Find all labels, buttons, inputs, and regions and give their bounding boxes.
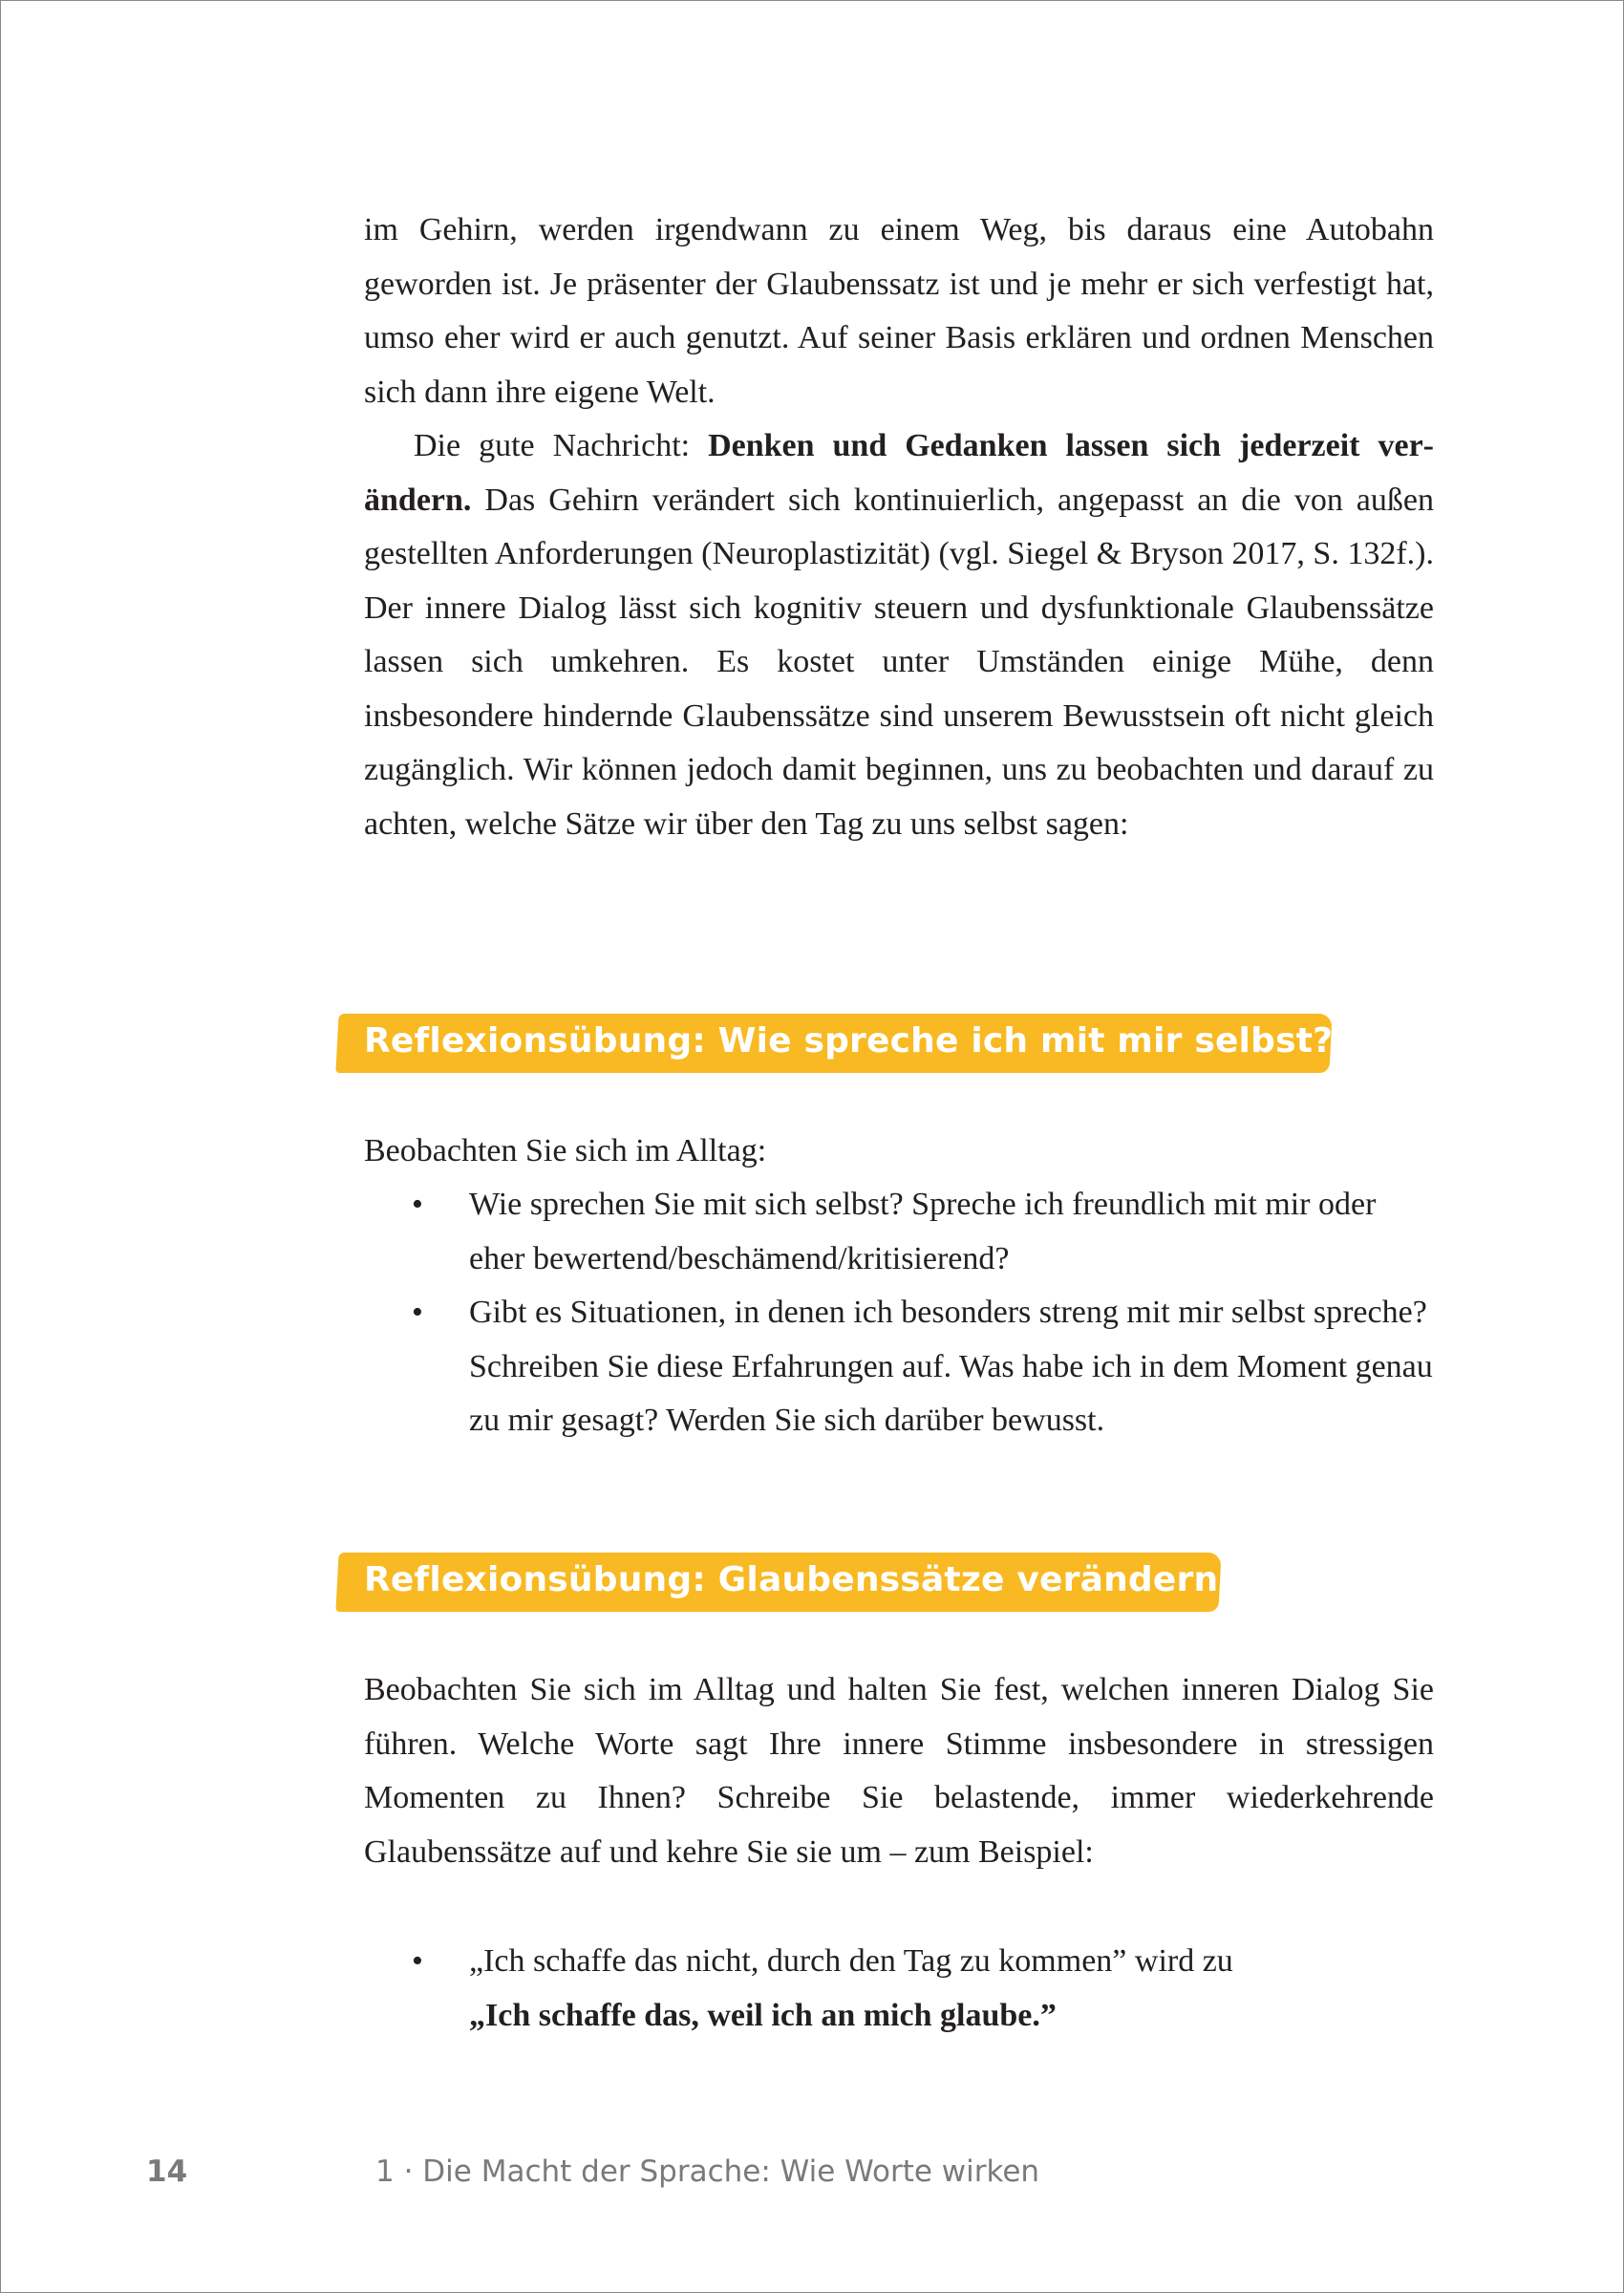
list-item-text: Wie sprechen Sie mit sich selbst? Spreche ich freundlich mit mir oder eher bewertend/beschämend/kritisierend? — [469, 1187, 1377, 1276]
section-2-example-list — [364, 1935, 1434, 2043]
section-1-heading: Reflexionsübung: Wie spreche ich mit mir selbst? — [364, 1021, 1334, 1061]
paragraph-1: im Gehirn, werden irgendwann zu einem Weg, bis daraus eine Autobahn geworden ist. Je präsenter der Glaubenssatz ist und je mehr er sich verfestigt hat, umso eher wird er auch genutzt. Auf seiner Basis erklären und ordnen Menschen sich dann ihre eigene Welt. — [364, 212, 1434, 410]
paragraph-2-lead: Die gute Nachricht: — [414, 428, 709, 463]
paragraph-2 — [364, 419, 1434, 851]
bullet-marker: • — [412, 1187, 423, 1222]
paragraph-2-bold: Denken und Gedanken lassen sich jederzeit verändern. — [364, 428, 1434, 518]
list-item — [364, 1178, 1434, 1286]
section-1-intro: Beobachten Sie sich im Alltag: — [364, 1133, 767, 1168]
example-bold: „Ich schaffe das, weil ich an mich glaube.” — [469, 1997, 1057, 2033]
section-1-bullet-list — [364, 1178, 1434, 1448]
section-2-heading: Reflexionsübung: Glaubenssätze verändern — [364, 1560, 1219, 1599]
bullet-marker: • — [412, 1943, 423, 1979]
paragraph-2-rest: Das Gehirn verändert sich kontinuierlich, angepasst an die von außen gestellten Anforderungen (Neuroplastizität) (vgl. Siegel & Bryson 2017, S. 132f.). Der innere Dialog lässt sich kognitiv steuern und dysfunktionale Glaubenssätze lassen sich umkehren. Es kostet unter Umständen einige Mühe, denn insbesondere hindernde Glaubenssätze sind unserem Bewusstsein oft nicht gleich zugänglich. Wir können jedoch damit beginnen, uns zu beobachten und darauf zu achten, welche Sätze wir über den Tag zu uns selbst sagen: — [364, 482, 1434, 842]
running-footer-chapter: 1 · Die Macht der Sprache: Wie Worte wirken — [375, 2154, 1040, 2189]
list-item-text: Gibt es Situationen, in denen ich besonders streng mit mir selbst spreche? Schreiben Sie diese Erfahrungen auf. Was habe ich in dem Moment genau zu mir gesagt? Werden Sie sich darüber bewusst. — [469, 1295, 1433, 1438]
list-item — [364, 1935, 1434, 2043]
example-plain: „Ich schaffe das nicht, durch den Tag zu kommen” wird zu — [469, 1943, 1233, 1979]
section-2-paragraph: Beobachten Sie sich im Alltag und halten Sie fest, welchen inneren Dialog Sie führen. Welche Worte sagt Ihre innere Stimme insbesondere in stressigen Momenten zu Ihnen? Schreibe Sie belastende, immer wiederkehrende Glaubenssätze auf und kehre Sie sie um – zum Beispiel: — [364, 1672, 1434, 1870]
bullet-marker: • — [412, 1295, 423, 1330]
page-number: 14 — [146, 2154, 188, 2189]
list-item — [364, 1286, 1434, 1448]
main-text-column — [364, 204, 1434, 851]
